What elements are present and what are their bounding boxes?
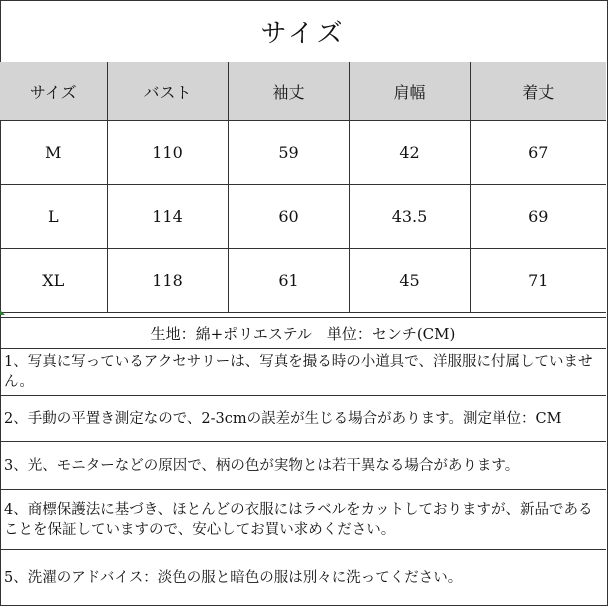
corner-marker <box>0 310 5 315</box>
header-sleeve-length: 袖丈 <box>228 62 349 121</box>
page-title: サイズ <box>0 0 606 63</box>
note-text: 5、洗濯のアドバイス：淡色の服と暗色の服は別々に洗ってください。 <box>4 569 463 586</box>
note-text: 1、写真に写っているアクセサリーは、写真を撮る時の小道具で、洋服服に付属していません。 <box>4 353 593 390</box>
note-item <box>0 490 606 550</box>
table-header-row <box>0 62 606 121</box>
header-bust: バスト <box>107 62 228 121</box>
cell-bust: 114 <box>107 185 228 249</box>
header-shoulder-width: 肩幅 <box>349 62 470 121</box>
cell-length: 67 <box>470 121 606 185</box>
cell-bust: 110 <box>107 121 228 185</box>
header-size: サイズ <box>0 62 107 121</box>
cell-shoulder-width: 43.5 <box>349 185 470 249</box>
cell-length: 69 <box>470 185 606 249</box>
note-text: 2、手動の平置き測定なので、2-3cmの誤差が生じる場合があります。測定単位：CM <box>4 410 562 427</box>
cell-size: M <box>0 121 107 185</box>
note-item <box>0 396 606 442</box>
note-text: 3、光、モニターなどの原因で、柄の色が実物とは若干異なる場合があります。 <box>4 457 520 474</box>
cell-sleeve-length: 61 <box>228 249 349 313</box>
table-row <box>0 249 606 313</box>
size-table <box>0 62 606 313</box>
cell-size: L <box>0 185 107 249</box>
notes-list <box>0 348 606 605</box>
note-item <box>0 550 606 605</box>
table-row <box>0 185 606 249</box>
cell-size: XL <box>0 249 107 313</box>
material-info: 生地：綿+ポリエステル 単位：センチ(CM) <box>0 317 606 349</box>
cell-bust: 118 <box>107 249 228 313</box>
note-item <box>0 348 606 396</box>
table-row <box>0 121 606 185</box>
note-item <box>0 442 606 490</box>
note-text: 4、商標保護法に基づき、ほとんどの衣服にはラベルをカットしておりますが、新品であることを保証していますので、安心してお買い求めください。 <box>4 501 593 538</box>
cell-shoulder-width: 45 <box>349 249 470 313</box>
cell-length: 71 <box>470 249 606 313</box>
header-length: 着丈 <box>470 62 606 121</box>
cell-sleeve-length: 60 <box>228 185 349 249</box>
cell-shoulder-width: 42 <box>349 121 470 185</box>
cell-sleeve-length: 59 <box>228 121 349 185</box>
